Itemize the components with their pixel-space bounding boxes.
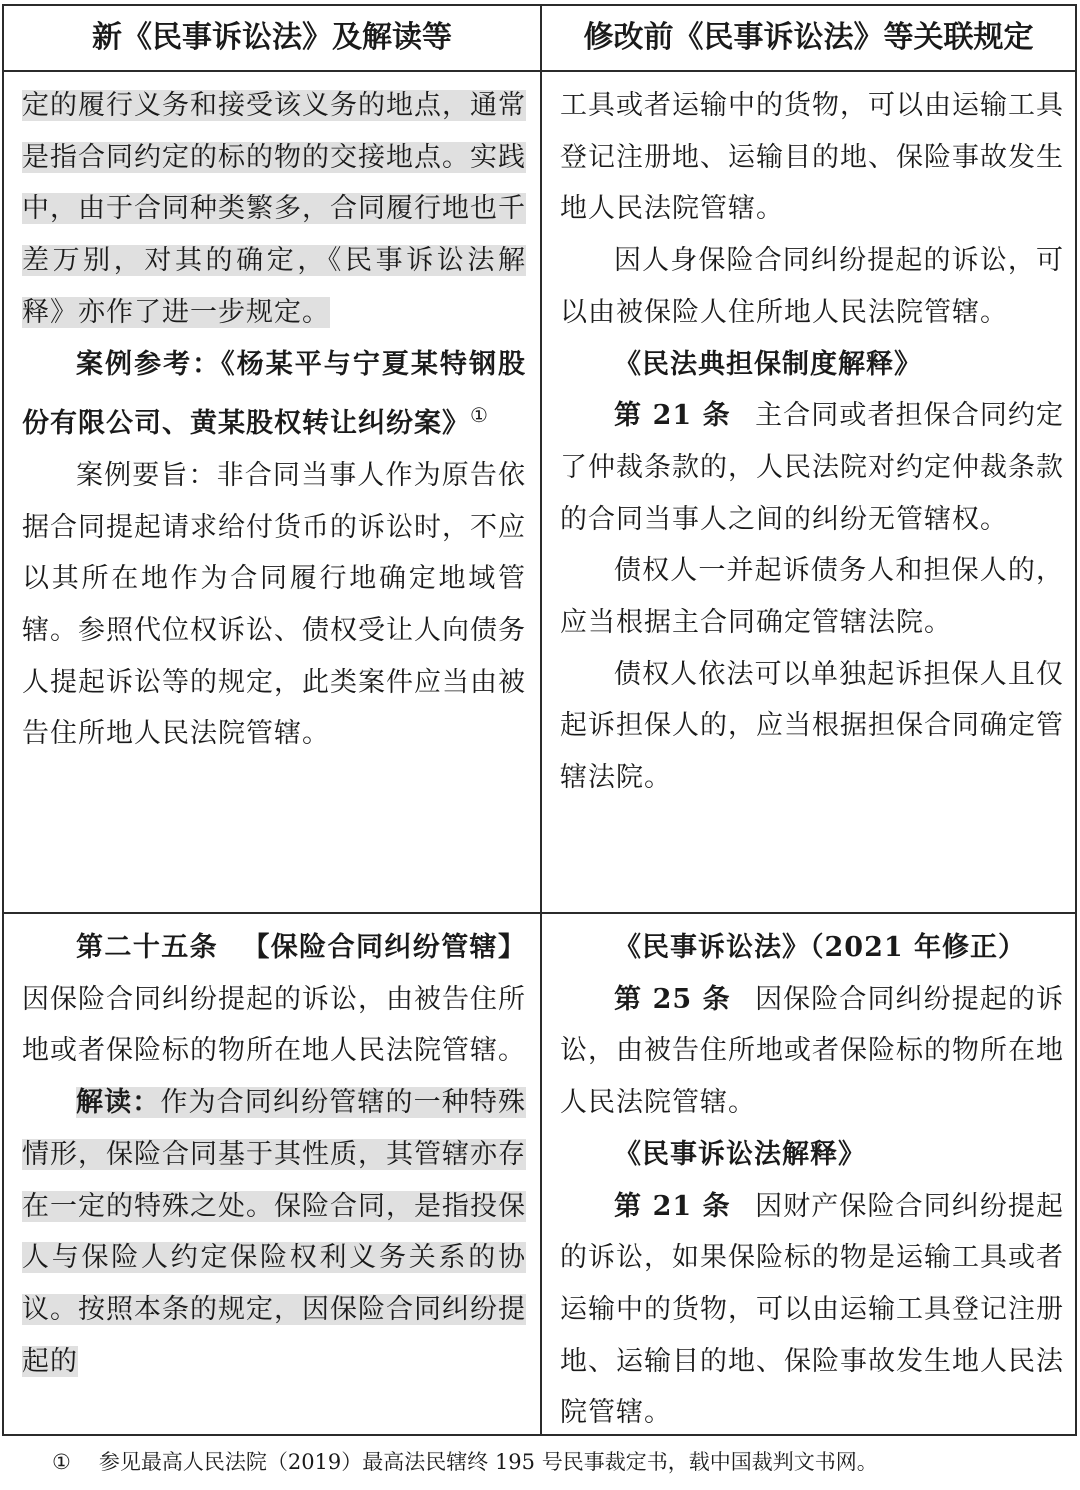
guarantee-paragraph-2: 债权人一并起诉债务人和担保人的，应当根据主合同确定管辖法院。 (560, 555, 1064, 639)
interpretation: 解读：作为合同纠纷管辖的一种特殊情形，保险合同基于其性质，其管辖亦存在一定的特殊之处。保险合同，是指投保人与保险人约定保险权利义务关系的协议。按照本条的规定，因保险合同纠纷提起的 (22, 1087, 526, 1377)
personal-insurance-rule: 因人身保险合同纠纷提起的诉讼，可以由被保险人住所地人民法院管辖。 (560, 245, 1064, 328)
article-25: 第二十五条 【保险合同纠纷管辖】因保险合同纠纷提起的诉讼，由被告住所地或者保险标的物所在地人民法院管辖。 (22, 932, 526, 1067)
law-title-civil-procedure: 《民事诉讼法》（2021 年修正） (614, 932, 1027, 963)
interpretation-continued: 定的履行义务和接受该义务的地点，通常是指合同约定的标的物的交接地点。实践中，由于合同种类繁多，合同履行地也千差万别，对其的确定，《民事诉讼法解释》亦作了进一步规定。 (22, 90, 526, 328)
footnote-mark: ① (470, 403, 489, 428)
interpretation-article-21: 第 21 条 因财产保险合同纠纷提起的诉讼，如果保险标的物是运输工具或者运输中的货物，可以由运输工具登记注册地、运输目的地、保险事故发生地人民法院管辖。 (560, 1190, 1064, 1429)
case-reference-title: 案例参考：《杨某平与宁夏某特钢股份有限公司、黄某股权转让纠纷案》① (22, 348, 526, 440)
case-gist: 案例要旨：非合同当事人作为原告依据合同提起请求给付货币的诉讼时，不应以其所在地作为合同履行地确定地域管辖。参照代位权诉讼、债权受让人向债务人提起诉讼等的规定，此类案件应当由被告住所地人民法院管辖。 (22, 459, 526, 750)
footnote-number: ① (52, 1450, 71, 1474)
footnote (52, 1444, 1062, 1480)
law-title-guarantee: 《民法典担保制度解释》 (614, 348, 922, 380)
row-divider (4, 912, 1075, 914)
footnote-text: 参见最高人民法院（2019）最高法民辖终 195 号民事裁定书，载中国裁判文书网。 (98, 1450, 878, 1474)
row2-right-cell (560, 922, 1064, 1432)
header-right: 修改前《民事诉讼法》等关联规定 (583, 20, 1034, 55)
insurance-rule-continued: 工具或者运输中的货物，可以由运输工具登记注册地、运输目的地、保险事故发生地人民法院管辖。 (560, 90, 1064, 225)
comparison-table (2, 4, 1077, 1436)
row1-right-cell (560, 80, 1064, 910)
law-title-interpretation: 《民事诉讼法解释》 (614, 1138, 866, 1170)
civil-procedure-article-25: 第 25 条 因保险合同纠纷提起的诉讼，由被告住所地或者保险标的物所在地人民法院管辖。 (560, 983, 1064, 1119)
column-divider (540, 6, 542, 1434)
guarantee-article-21: 第 21 条 主合同或者担保合同约定了仲裁条款的，人民法院对约定仲裁条款的合同当事人之间的纠纷无管辖权。 (560, 400, 1064, 535)
guarantee-paragraph-3: 债权人依法可以单独起诉担保人且仅起诉担保人的，应当根据担保合同确定管辖法院。 (560, 658, 1064, 794)
header-left: 新《民事诉讼法》及解读等 (92, 20, 452, 55)
row1-left-cell (22, 80, 526, 910)
header-divider (4, 70, 1075, 72)
row2-left-cell (22, 922, 526, 1432)
